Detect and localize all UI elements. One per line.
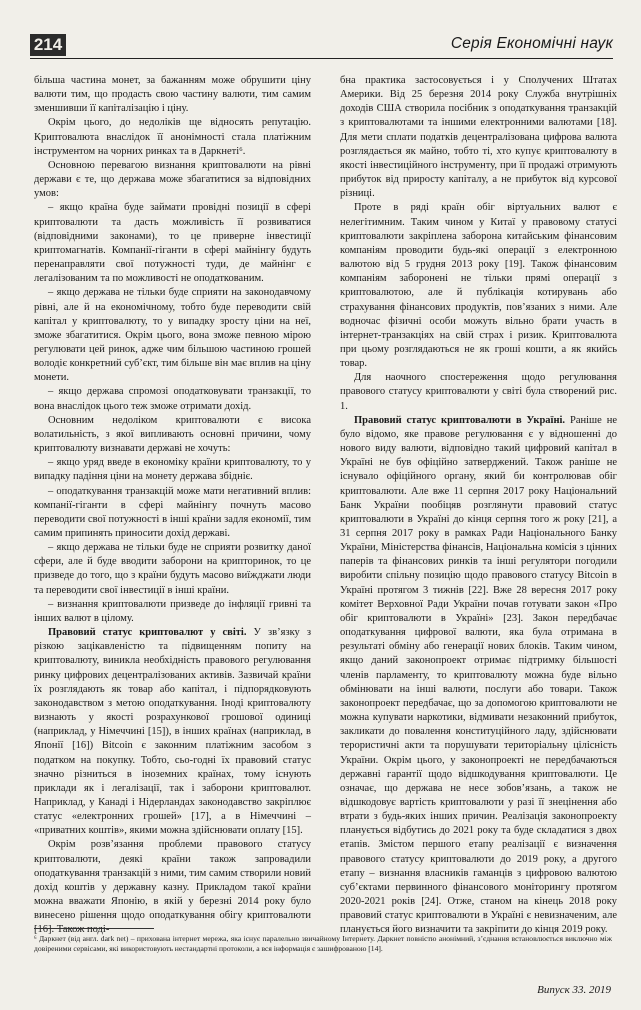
section-heading: Правовий статус криптовалют у світі. bbox=[48, 627, 247, 639]
list-item: – якщо держава спромозі оподатковувати транзакції, то вона внаслідок цього теж зможе отримати дохід. bbox=[34, 386, 311, 412]
paragraph: бна практика застосовується і у Сполучених Штатах Америки. Від 25 березня 2014 року Служба внутрішніх доходів США створила посібник з оподаткування транзакцій з криптовалютами та іншими електронними валютами [18]. Для мети сплати податків децентралізована цифрова валюта розглядається як майно, тобто ті, хто купує криптовалюту в якості інвестиційного інструменту, при її продажі отримують прибуток від приросту капіталу, а не прибуток від курсової різниці. bbox=[340, 75, 617, 200]
footnote-divider bbox=[34, 928, 154, 929]
list-item: – якщо держава не тільки буде сприяти на законодавчому рівні, але й на економічному, тобто буде переводити свій капітал у криптовалюту, то у випадку зросту ціни на неї, зможе збагатитися. Окрім цього, вона зможе певною мірою регулювати цей ринок, адже чим більшою частиною грошей володіє конкретний суб’єкт, тим більше він має вплив на ціну монети. bbox=[34, 287, 311, 384]
list-item: – якщо уряд введе в економіку країни криптовалюту, то у випадку падіння ціни на монету держава збідніє. bbox=[34, 457, 311, 483]
right-column bbox=[340, 74, 617, 936]
list-item: – оподаткування транзакцій може мати негативний вплив: компанії-гіганти в сфері майнінгу почнуть масово переводити свої потужності в інші країни задля економії, тим самим припинять приносити дохід державі. bbox=[34, 485, 311, 539]
list-item: – визнання криптовалюти призведе до інфляції гривні та інших валют в цілому. bbox=[34, 598, 311, 624]
paragraph: Окрім цього, до недоліків ще відносять репутацію. Криптовалюта внаслідок її анонімності стала платіжним інструментом на чорних ринках та в Даркнеті⁶. bbox=[34, 117, 311, 157]
paragraph: Для наочного спостереження щодо регулювання правового статусу криптовалюти у світі була створений рис. 1. bbox=[340, 372, 617, 412]
paragraph: Проте в ряді країн обіг віртуальних валют є нелегітимним. Таким чином у Китаї у правовому статусі криптовалюти закріплена заборона китайським фінансовим компаніям проводити будь-які операції з електронною валютою від 5 грудня 2013 року [19]. Також фінансовим компаніям заборонені не тільки прямі операції з криптовалютою, але й публікація котирувань або страхування фінансових продуктів, пов’язаних з ними. Але водночас фізичні особи можуть вільно брати участь в інтернет-транзакціях на свій страх і ризик. Криптовалюта при цьому розглядаються не як гроші кошти, а як якийсь товар. bbox=[340, 202, 617, 370]
series-title: Серія Економічні наук bbox=[450, 35, 613, 52]
list-item: – якщо держава не тільки буде не сприяти розвитку даної сфери, але й буде вводити заборони на крипторинок, то це призведе до того, що з країни будуть масово виїжджати люди та переводити свої інвестиції в інші країни. bbox=[34, 542, 311, 596]
page-number: 214 bbox=[30, 34, 66, 56]
section-paragraph bbox=[34, 626, 311, 838]
issue-label: Випуск 33. 2019 bbox=[537, 984, 611, 996]
paragraph: Окрім розв’язання проблеми правового статусу криптовалюти, деякі країни також запровадили оподаткування транзакцій з ними, тим самим створили новий дохід коштів у державну казну. Прикладом такої країни можна вважати Японію, в якій у березні 2014 року було винесено рішення щодо оподаткування обігу криптовалюти [16]. Також поді- bbox=[34, 839, 311, 936]
section-paragraph bbox=[340, 414, 617, 938]
section-heading: Правовий статус криптовалюти в Україні. bbox=[354, 414, 566, 426]
footnote: ⁶ Даркнет (від англ. dark net) – прихована інтернет мережа, яка існує паралельно звичайному Інтернету. Даркнет повністю анонімний, з’єднання встановлюється виключно між довіреними сервісами, які використовують нестандартні протоколи, а вся інформація є зашифрованою [14]. bbox=[34, 934, 612, 953]
paragraph: Основною перевагою визнання криптовалюти на рівні держави є те, що держава може збагатитися за відповідних умов: bbox=[34, 159, 311, 200]
left-column bbox=[34, 74, 311, 936]
paragraph: більша частина монет, за бажанням може обрушити ціну валюти тим, що продасть свою частину валюти, тим самим зменшивши її капіталізацію і ціну. bbox=[34, 75, 311, 115]
paragraph-text: Раніше не було відомо, яке правове регулювання є у відношенні до нового виду валюти, відповідно такий цифровий капітал в Україні не був офіційно затверджений. Також раніше не існувало офіційного органу, який би контролював обіг криптовалюти. Але вже 11 серпня 2017 року Національний Банк України пообіцяв розглянути правовий статус криптовалюти в Україні до кінця серпня того ж року [21], а 31 серпня 2017 року в рамках Ради Національного Банку України, Міністерства фінансів, Національна комісія з цінних паперів та фінансових ринків та інші регулятори погодили виробити спільну позицію щодо правового статусу Bitcoin в Україні протягом 3 тижнів [22]. Вже 28 вересня 2017 року комітет Верховної Ради України почав готувати закон «Про обіг криптовалюти в Україні» [23]. Закон передбачає оподаткування цифрової валюти, яка була отримана в результаті обміну або генерації нових блоків. Таким чином, якщо даний законопроект отримає підтримку більшості членів парламенту, то криптовалюту можна буде вільно обмінювати на інші валюти, послуги або товари. Також законопроект передбачає, що за допомогою криптовалюти не можна купувати наркотики, відмивати незаконний прибуток, закликати до повалення конституційного ладу, здійснювати терористичні акти та порушувати територіальну цілісність України. Окрім цього, у законопроекті не передбачаються державні гарантії щодо відшкодування криптовалюти. Це означає, що держава не несе зобов’язань, а також не відшкодовує вартість криптовалюти у разі її знецінення або втрати з будь-яких інших причин. Реалізація законопроекту планується відбутись до 2021 року та буде складатися з двох етапів. Змістом першого етапу реалізації є визначення правового статусу криптовалюти до 2019 року, а другого етапу – визнання власників гаманців з цифровою валютою суб’єктами первинного фінансового моніторингу протягом 2020-2021 років [24]. Отже, станом на кінець 2018 року правовий статус криптовалюти в Україні є невизначеним, але планується його визначити та закріпити до кінця 2019 року. bbox=[340, 414, 617, 936]
list-item: – якщо країна буде займати провідні позиції в сфері криптовалюти та дасть можливість її розвиватися (відповідними законами), то це приверне інвестиції криптомагнатів. Компанії-гіганти в сфері майнінгу будуть перенаправляти свої потужності туди, де майнінг є легалізованим та по можливості не оподаткованим. bbox=[34, 202, 311, 285]
paragraph: Основним недоліком криптовалюти є висока волатильність, з якої випливають основні причини, чому криптовалюту визнавати державі не хочуть: bbox=[34, 414, 311, 455]
running-header bbox=[30, 34, 613, 59]
paragraph-text: У зв’язку з різкою зацікавленістю та підвищенням попиту на криптовалюту, виникла необхідність правового регулювання ринку цифрових децентралізованих активів. Зазвичай країни їх розглядають як товар або капітал, і підпорядковують законодавством з метою оподаткування. Іноді криптовалюту визнають у якості розрахункової грошової одиниці (наприклад, у Німеччині [15]), в інших країнах (наприклад, в Японії [16]) Bitcoin є законним платіжним засобом з податком на покупку. Тобто, сьо-годні їх правовий статус значно різниться в іноземних країнах, тому існують приклади як і легалізації, так і заборони криптовалют. Наприклад, у Канаді і Нідерландах законодавство закріплює статус «електронних грошей» [17], а в Німеччині – «приватних коштів», якими можна здійснювати оплату [15]. bbox=[34, 627, 311, 837]
